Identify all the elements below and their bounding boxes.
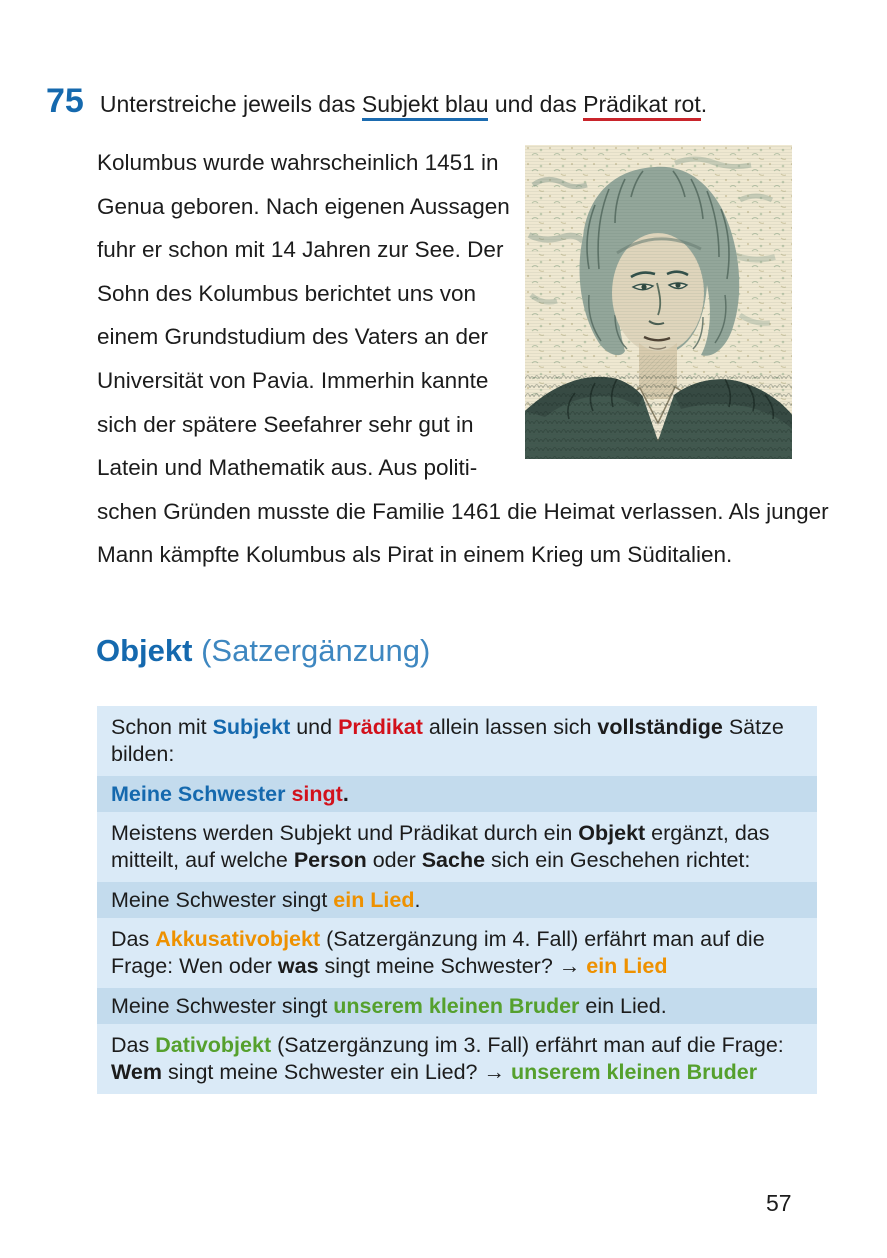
- info-box-row: [97, 706, 817, 776]
- paragraph-line: fuhr er schon mit 14 Jahren zur See. Der: [97, 237, 504, 263]
- paragraph-line: sich der spätere Seefahrer sehr gut in: [97, 411, 474, 437]
- text-segment: (Satzergänzung im 3. Fall) erfährt man auf die Frage:: [271, 1033, 784, 1057]
- text-segment: Sache: [421, 848, 486, 872]
- text-segment: sich ein Geschehen richtet:: [485, 848, 751, 872]
- text-segment: allein lassen sich: [422, 715, 598, 739]
- text-segment: ein Lied: [586, 954, 668, 978]
- text-segment: Prädikat: [338, 715, 423, 739]
- info-box-line: [111, 847, 803, 874]
- info-box-line: [111, 953, 803, 980]
- info-box-row: [97, 812, 817, 882]
- text-segment: oder: [366, 848, 422, 872]
- text-segment: Das: [111, 1033, 156, 1057]
- paragraph-line: Latein und Mathematik aus. Aus politi-: [97, 455, 478, 481]
- info-box-line: [111, 714, 803, 741]
- paragraph-line: Universität von Pavia. Immerhin kannte: [97, 367, 489, 393]
- info-box-line: [111, 887, 803, 914]
- info-box-line: [111, 993, 803, 1020]
- text-segment: vollständige: [597, 715, 723, 739]
- info-box-row: [97, 988, 817, 1024]
- grammar-info-box: [97, 706, 817, 1094]
- info-box-row: [97, 918, 817, 988]
- text-segment: singt meine Schwester? →: [318, 954, 587, 978]
- text-segment: Subjekt blau: [362, 91, 489, 121]
- paragraph-line: einem Grundstudium des Vaters an der: [97, 324, 489, 350]
- info-box-line: [111, 781, 803, 808]
- paragraph-line: Sohn des Kolumbus berichtet uns von: [97, 280, 476, 306]
- text-segment: Prädikat rot: [583, 91, 701, 121]
- paragraph-line: Kolumbus wurde wahrscheinlich 1451 in: [97, 150, 499, 175]
- info-box-line: [111, 741, 803, 768]
- info-box-row: [97, 1024, 817, 1094]
- text-segment: ergänzt, das: [645, 821, 770, 845]
- text-segment: Das: [111, 927, 156, 951]
- text-segment: Meine Schwester singt: [111, 993, 334, 1018]
- section-title: Objekt: [96, 633, 193, 668]
- kolumbus-portrait-image: [525, 145, 792, 459]
- text-segment: Unterstreiche jeweils das: [99, 91, 362, 117]
- text-segment: (Satzergänzung im 4. Fall) erfährt man auf die: [320, 927, 765, 951]
- text-segment: mitteilt, auf welche: [111, 848, 294, 872]
- info-box-row: [97, 776, 817, 812]
- info-box-row: [97, 882, 817, 918]
- info-box-line: [111, 1032, 803, 1059]
- info-box-line: [111, 1059, 803, 1086]
- text-segment: .: [342, 781, 349, 806]
- text-segment: .: [414, 887, 421, 912]
- text-segment: und: [290, 715, 339, 739]
- page-number: 57: [766, 1190, 792, 1216]
- text-segment: und das: [488, 91, 584, 117]
- paragraph-line: schen Gründen musste die Familie 1461 die Heimat verlassen. Als junger: [97, 498, 829, 524]
- exercise-header: [46, 82, 707, 121]
- text-segment: Subjekt: [212, 715, 291, 739]
- text-segment: Akkusativobjekt: [155, 927, 321, 951]
- kolumbus-paragraph-block: [97, 141, 829, 577]
- text-segment: was: [277, 954, 319, 978]
- info-box-line: [111, 820, 803, 847]
- info-box-line: [111, 926, 803, 953]
- exercise-instruction: [100, 91, 707, 118]
- text-segment: ein Lied.: [579, 993, 667, 1018]
- text-segment: Sätze: [722, 715, 784, 739]
- section-subtitle: (Satzergänzung): [201, 633, 431, 668]
- text-segment: Objekt: [578, 821, 646, 845]
- text-segment: unserem kleinen Bruder: [333, 993, 580, 1018]
- section-heading: [96, 633, 430, 669]
- text-segment: bilden:: [111, 742, 175, 766]
- text-segment: singt meine Schwester ein Lied? →: [161, 1060, 511, 1084]
- text-segment: Meine Schwester singt: [111, 887, 334, 912]
- exercise-number: 75: [46, 82, 84, 120]
- text-segment: Meistens werden Subjekt und Prädikat durch ein: [111, 821, 579, 845]
- text-segment: Schon mit: [111, 715, 213, 739]
- text-segment: Dativobjekt: [155, 1033, 272, 1057]
- text-segment: Meine Schwester: [111, 781, 286, 806]
- text-segment: Person: [293, 848, 367, 872]
- text-segment: .: [700, 91, 708, 117]
- paragraph-line: Mann kämpfte Kolumbus als Pirat in einem Krieg um Süditalien.: [97, 542, 733, 568]
- paragraph-line: Genua geboren. Nach eigenen Aussagen: [97, 193, 510, 219]
- text-segment: Wem: [111, 1060, 162, 1084]
- text-segment: unserem kleinen Bruder: [510, 1060, 758, 1084]
- text-segment: ein Lied: [333, 887, 415, 912]
- text-segment: singt: [291, 781, 343, 806]
- text-segment: Frage: Wen oder: [111, 954, 278, 978]
